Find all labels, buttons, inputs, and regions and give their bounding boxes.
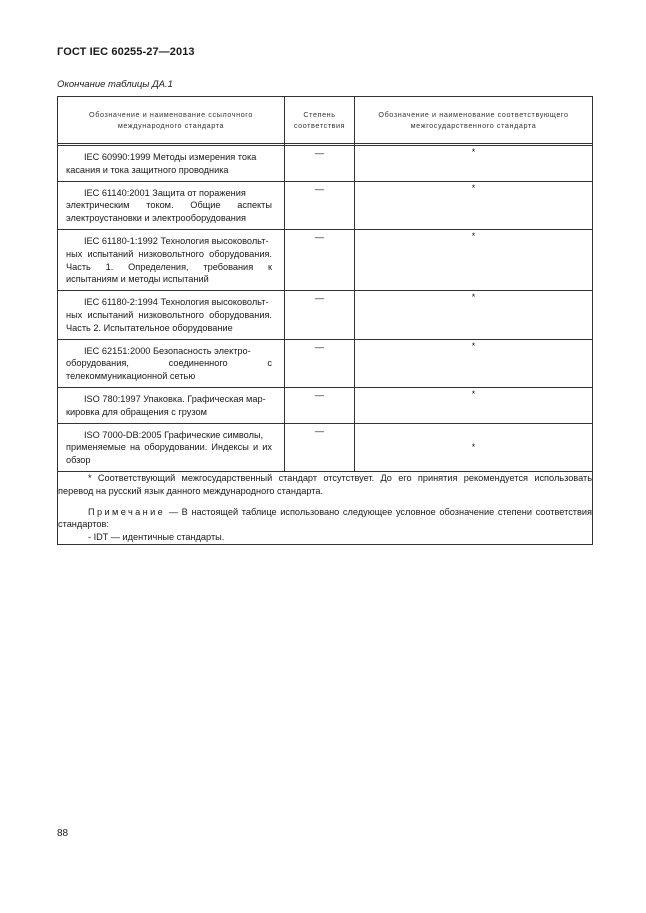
- standard-title: электрическим током. Общие аспекты электроустановки и электрооборудования: [66, 200, 272, 224]
- degree-cell: —: [285, 146, 355, 182]
- international-standard-cell: [58, 291, 285, 339]
- international-standard-cell: [58, 387, 285, 423]
- degree-cell: —: [285, 181, 355, 229]
- table-row: [58, 387, 593, 423]
- interstate-standard-cell: *: [355, 181, 593, 229]
- standard-title: ных испытаний низковольтного оборудования. Часть 1. Определения, требования к испытаниям и методы испытаний: [66, 248, 272, 285]
- interstate-standard-cell: *: [355, 229, 593, 290]
- standard-designation: IEC 61180-2:1994 Технология высоковольт-: [84, 297, 269, 308]
- table-footnotes: [58, 471, 593, 544]
- interstate-standard-cell: *: [355, 387, 593, 423]
- international-standard-cell: [58, 181, 285, 229]
- interstate-standard-cell: *: [355, 291, 593, 339]
- page-number: 88: [57, 828, 69, 839]
- note-item: - IDT — идентичные стандарты.: [88, 532, 225, 543]
- degree-cell: —: [285, 339, 355, 387]
- interstate-standard-cell: *: [355, 146, 593, 182]
- document-code: ГОСТ IEC 60255-27—2013: [57, 46, 195, 58]
- note-text: — В настоящей таблице использовано следующее условное обозначение степени соответствия стандартов:: [58, 506, 592, 530]
- standard-designation: IEC 60990:1999 Методы измерения тока: [84, 152, 257, 162]
- international-standard-cell: [58, 423, 285, 471]
- table-row: [58, 339, 593, 387]
- standard-designation: ISO 7000-DB:2005 Графические символы,: [84, 429, 264, 440]
- standards-correspondence-table: [57, 96, 593, 545]
- footnote: * Соответствующий межгосударственный стандарт отсутствует. До его принятия рекомендуется использовать перевод на русский язык данного международного стандарта.: [58, 472, 592, 496]
- column-header-international: Обозначение и наименование ссылочного международного стандарта: [58, 97, 285, 144]
- table-row: [58, 181, 593, 229]
- standard-title: оборудования, соединенного с телекоммуникационной сетью: [66, 358, 272, 382]
- international-standard-cell: [58, 229, 285, 290]
- degree-cell: —: [285, 387, 355, 423]
- standard-designation: IEC 62151:2000 Безопасность электро-: [84, 345, 251, 356]
- standard-title: кировка для обращения с грузом: [66, 406, 207, 417]
- standard-designation: ISO 780:1997 Упаковка. Графическая мар-: [84, 393, 266, 404]
- column-header-degree: Степень соответствия: [285, 97, 355, 144]
- note: [58, 506, 592, 532]
- interstate-standard-cell: *: [355, 423, 593, 471]
- table-header-row: [58, 97, 593, 144]
- international-standard-cell: [58, 339, 285, 387]
- standard-designation: IEC 61180-1:1992 Технология высоковольт-: [84, 235, 269, 246]
- table-footer-row: [58, 471, 593, 544]
- table-row: [58, 146, 593, 182]
- table-row: [58, 291, 593, 339]
- standard-title: касания и тока защитного проводника: [66, 164, 229, 175]
- standard-title: ных испытаний низковольтного оборудования. Часть 2. Испытательное оборудование: [66, 309, 272, 333]
- note-label: Примечание: [88, 506, 166, 517]
- table-row: [58, 229, 593, 290]
- degree-cell: —: [285, 229, 355, 290]
- international-standard-cell: [58, 146, 285, 182]
- standard-designation: IEC 61140:2001 Защита от поражения: [84, 187, 246, 198]
- degree-cell: —: [285, 423, 355, 471]
- table-caption: Окончание таблицы ДА.1: [57, 79, 173, 90]
- degree-cell: —: [285, 291, 355, 339]
- column-header-interstate: Обозначение и наименование соответствующего межгосударственного стандарта: [355, 97, 593, 144]
- table-row: [58, 423, 593, 471]
- interstate-standard-cell: *: [355, 339, 593, 387]
- standard-title: применяемые на оборудовании. Индексы и их обзор: [66, 442, 272, 466]
